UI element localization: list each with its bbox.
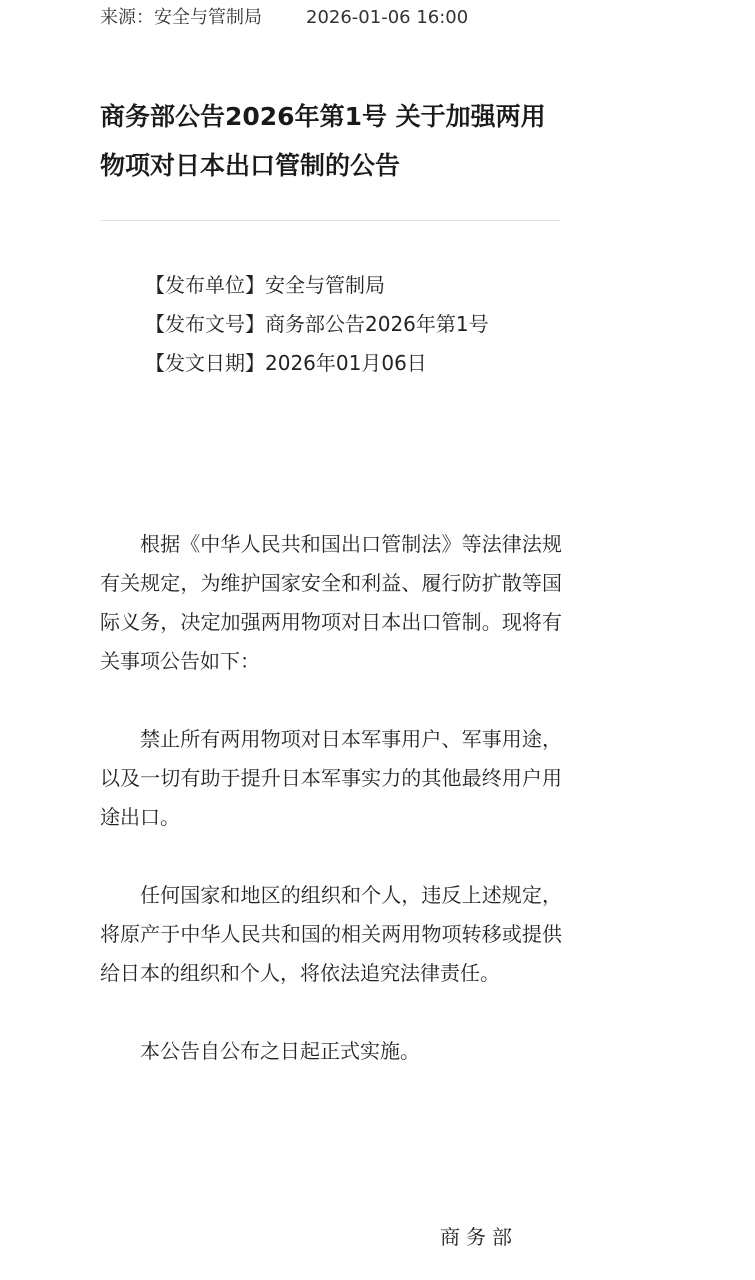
body-paragraph: 任何国家和地区的组织和个人，违反上述规定，将原产于中华人民共和国的相关两用物项转移或提供给日本的组织和个人，将依法追究法律责任。 xyxy=(100,883,562,985)
info-label: 【发布文号】 xyxy=(145,312,265,336)
info-value: 商务部公告2026年第1号 xyxy=(265,312,489,336)
body-paragraph: 本公告自公布之日起正式实施。 xyxy=(140,1039,420,1063)
page-title: 商务部公告2026年第1号 关于加强两用物项对日本出口管制的公告 xyxy=(100,102,546,180)
info-label: 【发文日期】 xyxy=(145,351,265,375)
signature: 商务部 xyxy=(440,1225,518,1249)
body-paragraph: 根据《中华人民共和国出口管制法》等法律法规有关规定，为维护国家安全和利益、履行防扩散等国际义务，决定加强两用物项对日本出口管制。现将有关事项公告如下： xyxy=(100,532,562,673)
document-info xyxy=(145,266,489,383)
divider xyxy=(100,220,560,221)
source-label: 来源：安全与管制局 xyxy=(100,7,262,28)
publish-datetime: 2026-01-06 16:00 xyxy=(306,7,469,28)
article-meta xyxy=(100,6,468,30)
info-value: 2026年01月06日 xyxy=(265,351,427,375)
info-row-issuer xyxy=(145,266,489,305)
info-value: 安全与管制局 xyxy=(265,273,385,297)
info-row-issue-date xyxy=(145,344,489,383)
article-body xyxy=(100,525,562,1071)
body-paragraph: 禁止所有两用物项对日本军事用户、军事用途，以及一切有助于提升日本军事实力的其他最终用户用途出口。 xyxy=(100,727,562,829)
info-row-doc-number xyxy=(145,305,489,344)
info-label: 【发布单位】 xyxy=(145,273,265,297)
